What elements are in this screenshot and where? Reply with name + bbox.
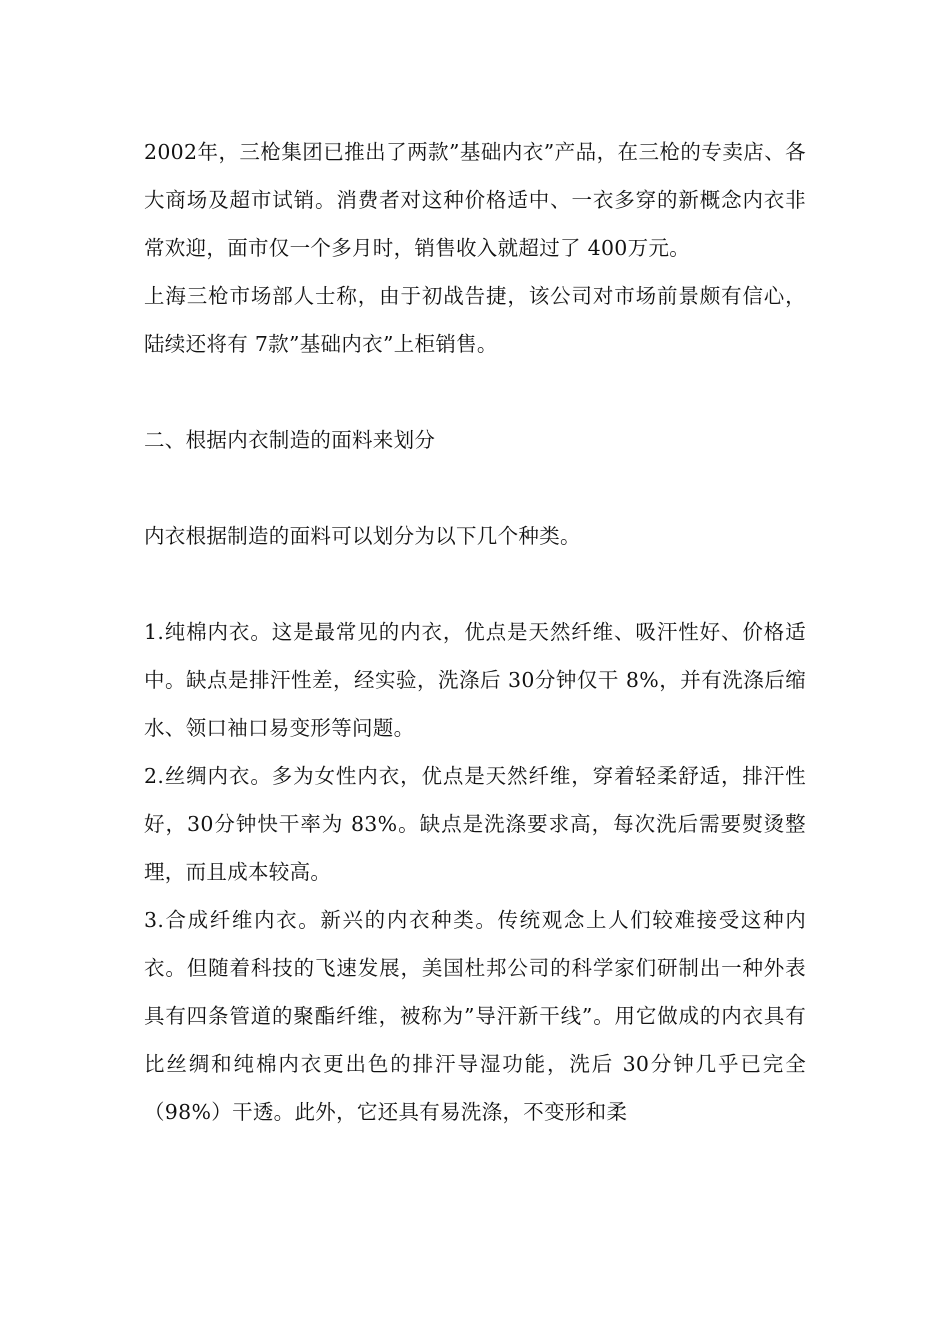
section-heading-fabric: 二、根据内衣制造的面料来划分 xyxy=(144,428,436,452)
paragraph-fabric-intro: 内衣根据制造的面料可以划分为以下几个种类。 xyxy=(144,524,581,548)
list-item-cotton: 1.纯棉内衣。这是最常见的内衣，优点是天然纤维、吸汗性好、价格适中。缺点是排汗性差，经实验，洗涤后 30分钟仅干 8%，并有洗涤后缩水、领口袖口易变形等问题。 xyxy=(144,620,806,740)
paragraph-sanqiang-launch: 2002年，三枪集团已推出了两款”基础内衣”产品，在三枪的专卖店、各大商场及超市试销。消费者对这种价格适中、一衣多穿的新概念内衣非常欢迎，面市仅一个多月时，销售收入就超过了 400万元。 xyxy=(144,140,806,260)
blank-line xyxy=(144,560,806,608)
blank-line xyxy=(144,368,806,416)
paragraph-market-confidence: 上海三枪市场部人士称，由于初战告捷，该公司对市场前景颇有信心，陆续还将有 7款”基础内衣”上柜销售。 xyxy=(144,284,806,356)
document-body xyxy=(144,128,806,1136)
blank-line xyxy=(144,464,806,512)
list-item-silk: 2.丝绸内衣。多为女性内衣，优点是天然纤维，穿着轻柔舒适，排汗性好，30分钟快干率为 83%。缺点是洗涤要求高，每次洗后需要熨烫整理，而且成本较高。 xyxy=(144,764,806,884)
list-item-synthetic: 3.合成纤维内衣。新兴的内衣种类。传统观念上人们较难接受这种内衣。但随着科技的飞速发展，美国杜邦公司的科学家们研制出一种外表具有四条管道的聚酯纤维，被称为”导汗新干线”。用它做成的内衣具有比丝绸和纯棉内衣更出色的排汗导湿功能，洗后 30分钟几乎已完全（98%）干透。此外，它还具有易洗涤，不变形和柔 xyxy=(144,908,806,1124)
